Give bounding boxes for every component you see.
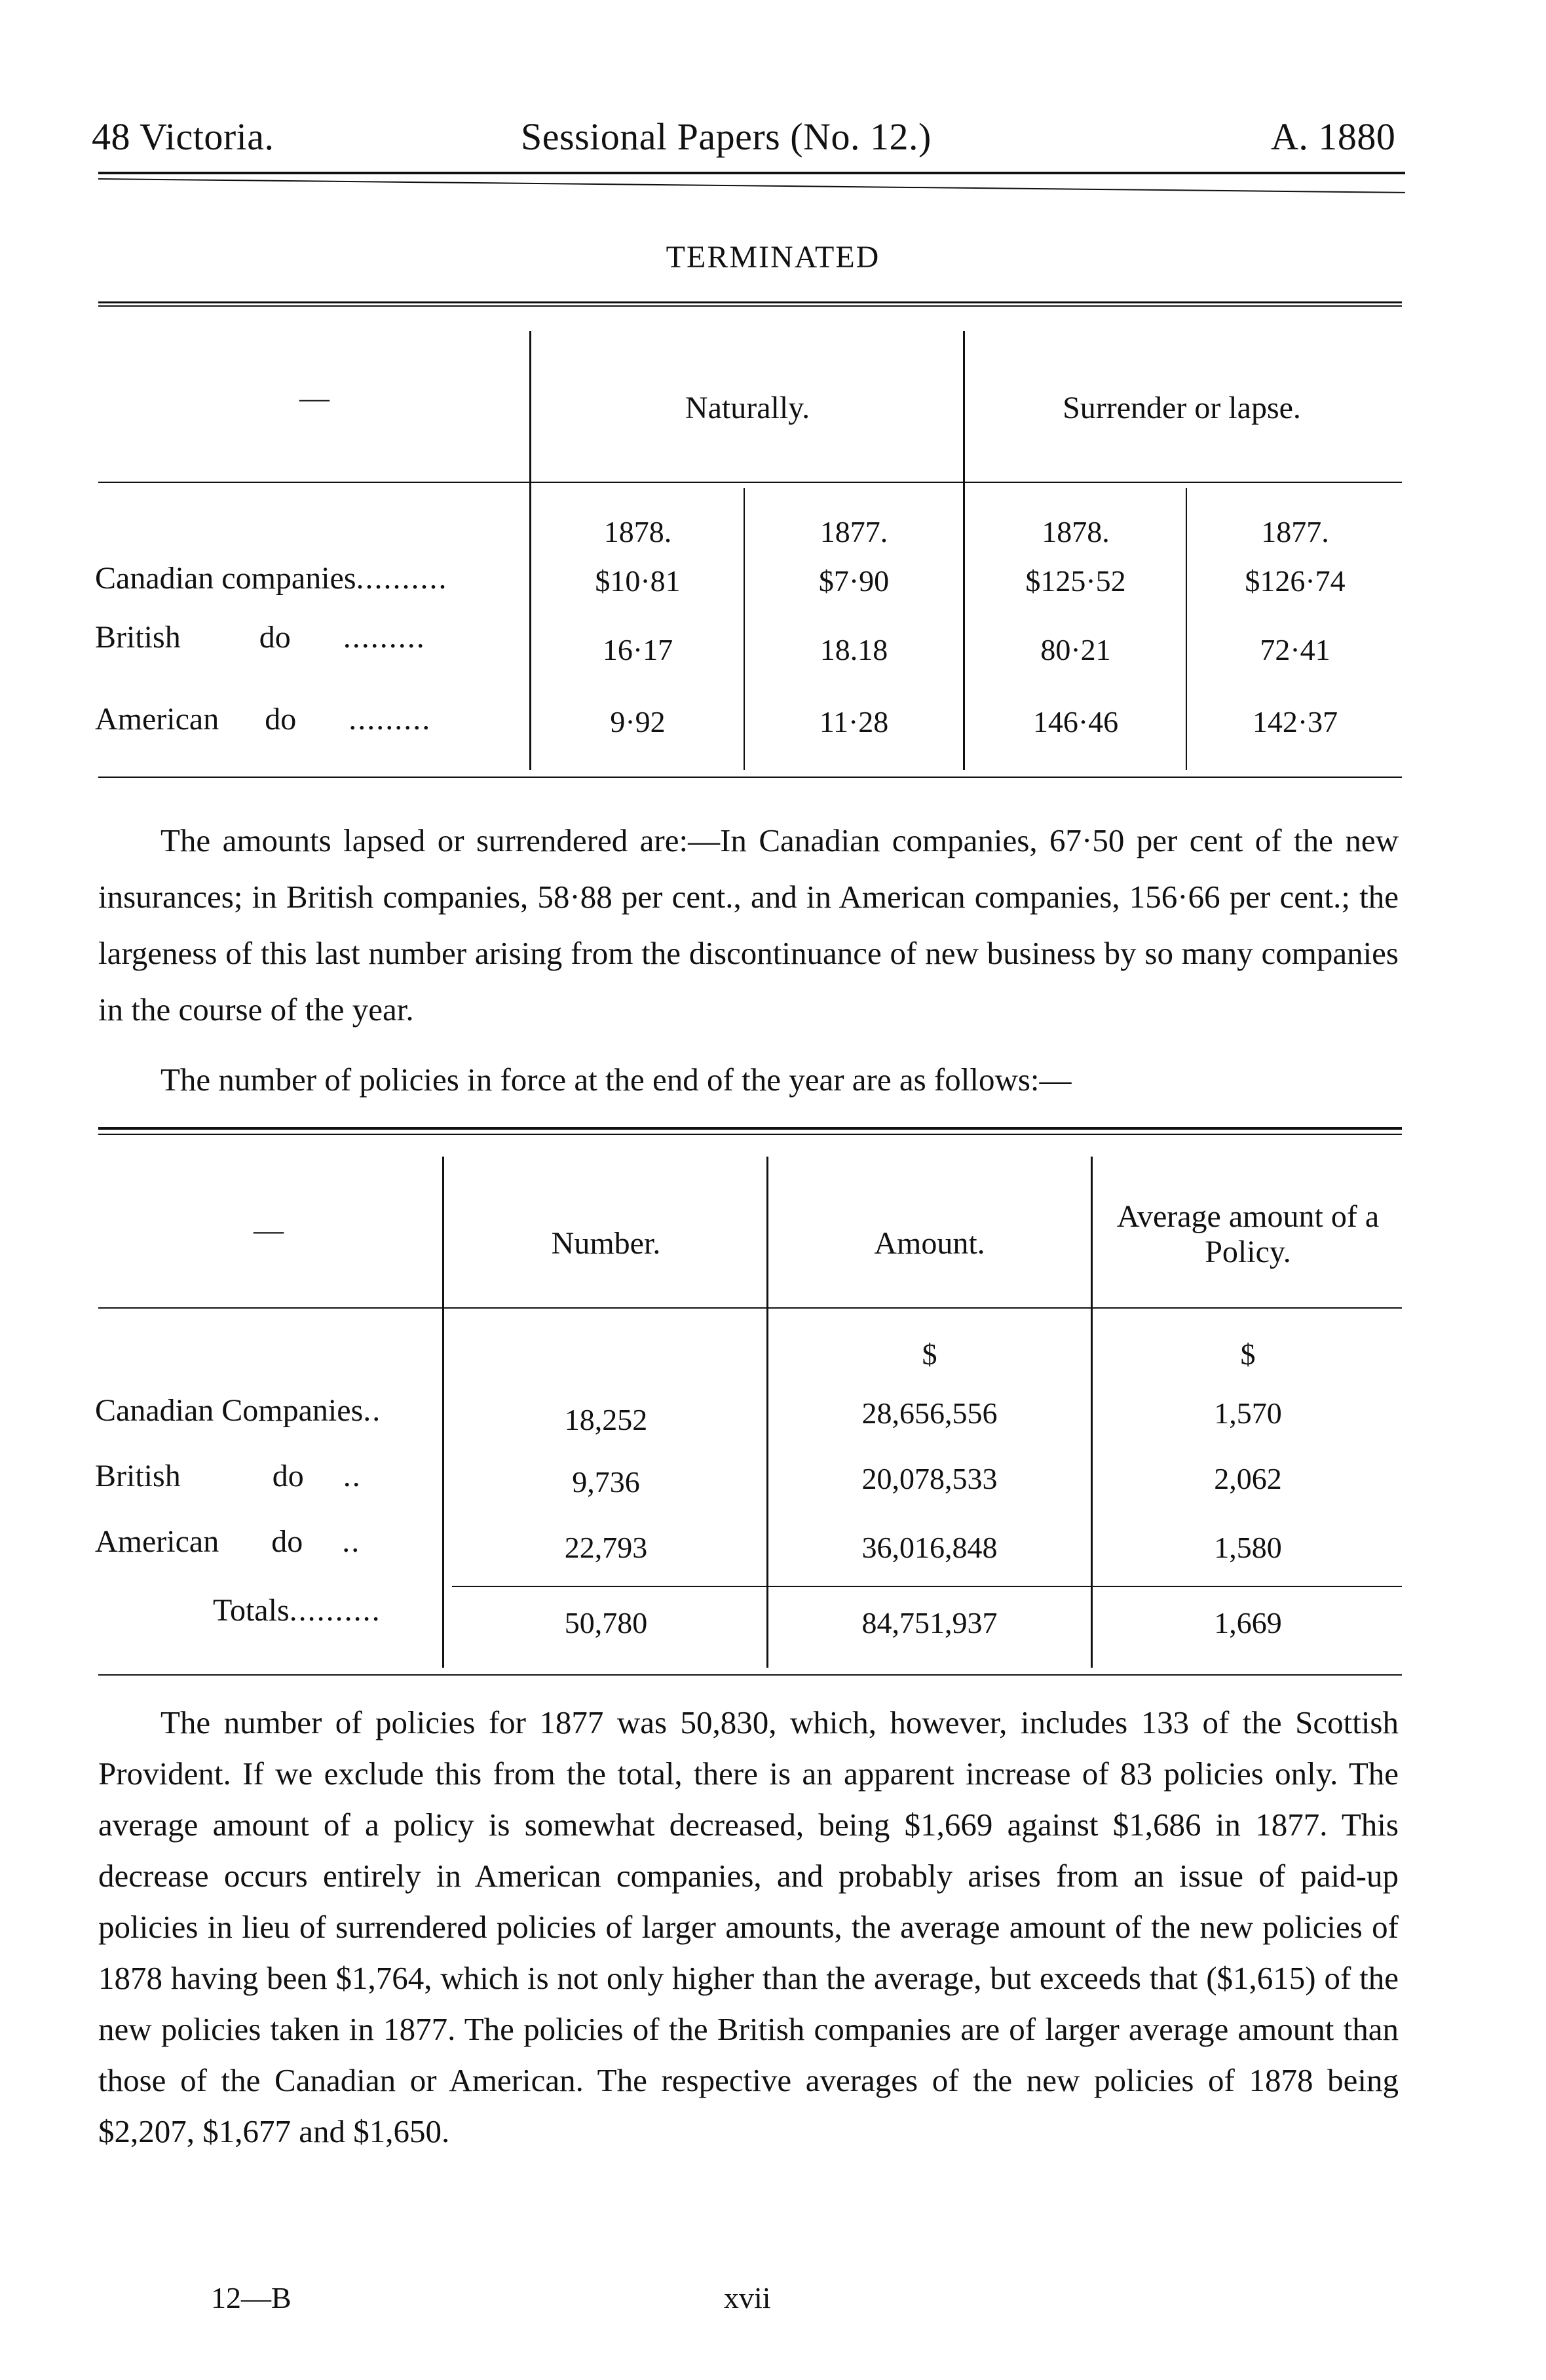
header-session: 48 Victoria. bbox=[92, 115, 274, 158]
policies-cell: 18,252 bbox=[564, 1403, 648, 1436]
policies-blank-header: — bbox=[254, 1213, 284, 1246]
policies-vline-2 bbox=[766, 1157, 768, 1668]
terminated-cell: 72·41 bbox=[1260, 633, 1330, 666]
policies-col-amount: Amount. bbox=[874, 1226, 985, 1261]
policies-cell: 9,736 bbox=[572, 1465, 640, 1499]
policies-total-cell: 1,669 bbox=[1214, 1606, 1282, 1640]
policies-top-rule bbox=[98, 1127, 1402, 1130]
policies-row-label: American do .. bbox=[95, 1524, 361, 1559]
terminated-bottom-rule bbox=[98, 777, 1402, 778]
policies-cell: 20,078,533 bbox=[861, 1462, 998, 1495]
policies-bottom-rule bbox=[98, 1674, 1402, 1676]
policies-total-cell: 84,751,937 bbox=[861, 1606, 998, 1640]
paragraph-policies-1877: The number of policies for 1877 was 50,830, which, however, includes 133 of the Scottish Provident. If we exclude this from the total, there is an apparent increase of 83 policies only. The average amount of a policy is somewhat decreased, being $1,669 against $1,686 in 1877. This decrease occurs entirely in American companies, and probably arises from an issue of paid-up policies in lieu of surrendered policies of larger amounts, the average amount of the new policies of 1878 having been $1,764, which is not only higher than the average, but exceeds that ($1,615) of the new policies taken in 1877. The policies of the British companies are of larger average amount than those of the Canadian or American. The respective averages of the new policies of 1878 being $2,207, $1,677 and $1,650. bbox=[98, 1704, 1399, 2149]
terminated-cell: $125·52 bbox=[1025, 564, 1126, 598]
policies-vline-3 bbox=[1091, 1157, 1093, 1668]
terminated-row-label: British do ......... bbox=[95, 620, 426, 655]
terminated-row-label: Canadian companies.......... bbox=[95, 561, 448, 596]
terminated-cell: $10·81 bbox=[595, 564, 681, 598]
terminated-cell: 11·28 bbox=[819, 705, 889, 739]
terminated-cell: $7·90 bbox=[818, 564, 890, 598]
head-rule-bottom bbox=[98, 178, 1405, 193]
policies-top-rule-2 bbox=[98, 1134, 1402, 1135]
terminated-cell: 80·21 bbox=[1040, 633, 1111, 666]
head-rule-top bbox=[98, 172, 1405, 174]
terminated-blank-header: — bbox=[299, 381, 330, 414]
terminated-cell: 16·17 bbox=[602, 633, 673, 666]
policies-totals-label: Totals.......... bbox=[213, 1593, 381, 1628]
policies-col-number: Number. bbox=[551, 1226, 661, 1261]
terminated-group-naturally: Naturally. bbox=[685, 391, 810, 425]
policies-cell: 22,793 bbox=[564, 1531, 648, 1564]
terminated-year-nat-1877: 1877. bbox=[820, 515, 888, 548]
policies-vline-1 bbox=[442, 1157, 444, 1668]
policies-row-label: British do .. bbox=[95, 1459, 362, 1493]
terminated-vline-2 bbox=[963, 331, 965, 770]
terminated-row-label: American do ......... bbox=[95, 702, 432, 737]
policies-cell: 28,656,556 bbox=[861, 1396, 998, 1430]
policies-total-cell: 50,780 bbox=[564, 1606, 648, 1640]
policies-cell: 1,580 bbox=[1214, 1531, 1282, 1564]
terminated-year-sur-1878: 1878. bbox=[1042, 515, 1110, 548]
footer-signature: 12—B bbox=[211, 2281, 292, 2314]
terminated-cell: 142·37 bbox=[1252, 705, 1338, 739]
terminated-cell: 9·92 bbox=[610, 705, 666, 739]
terminated-title: TERMINATED bbox=[666, 240, 880, 275]
policies-cell: 2,062 bbox=[1214, 1462, 1282, 1495]
terminated-top-rule-2 bbox=[98, 305, 1402, 307]
terminated-cell: 18.18 bbox=[820, 633, 888, 666]
policies-unit-amount: $ bbox=[922, 1337, 937, 1371]
paragraph-policies-in-force: The number of policies in force at the end of the year are as follows:— bbox=[160, 1062, 1072, 1098]
terminated-cell: $126·74 bbox=[1245, 564, 1346, 598]
header-year: A. 1880 bbox=[1271, 115, 1396, 158]
terminated-top-rule bbox=[98, 301, 1402, 303]
terminated-vline-1 bbox=[529, 331, 531, 770]
header-title: Sessional Papers (No. 12.) bbox=[521, 115, 932, 158]
terminated-header-rule bbox=[98, 482, 1402, 483]
terminated-group-surrender: Surrender or lapse. bbox=[1063, 391, 1301, 425]
terminated-year-nat-1878: 1878. bbox=[603, 515, 672, 548]
policies-totals-rule bbox=[452, 1586, 1402, 1587]
footer-page-number: xvii bbox=[724, 2281, 771, 2314]
paragraph-lapsed-amounts: The amounts lapsed or surrendered are:—In Canadian companies, 67·50 per cent of the new insurances; in British companies, 58·88 per cent., and in American companies, 156·66 per cent.; the largeness of this last number arising from the discontinuance of new business by so many companies in the course of the year. bbox=[98, 822, 1399, 1027]
policies-cell: 36,016,848 bbox=[861, 1531, 998, 1564]
terminated-cell: 146·46 bbox=[1032, 705, 1119, 739]
policies-header-rule bbox=[98, 1307, 1402, 1309]
policies-col-average: Average amount of a Policy. bbox=[1116, 1199, 1380, 1269]
policies-row-label: Canadian Companies.. bbox=[95, 1393, 382, 1428]
policies-cell: 1,570 bbox=[1214, 1396, 1282, 1430]
terminated-year-sur-1877: 1877. bbox=[1261, 515, 1329, 548]
policies-unit-average: $ bbox=[1240, 1337, 1256, 1371]
